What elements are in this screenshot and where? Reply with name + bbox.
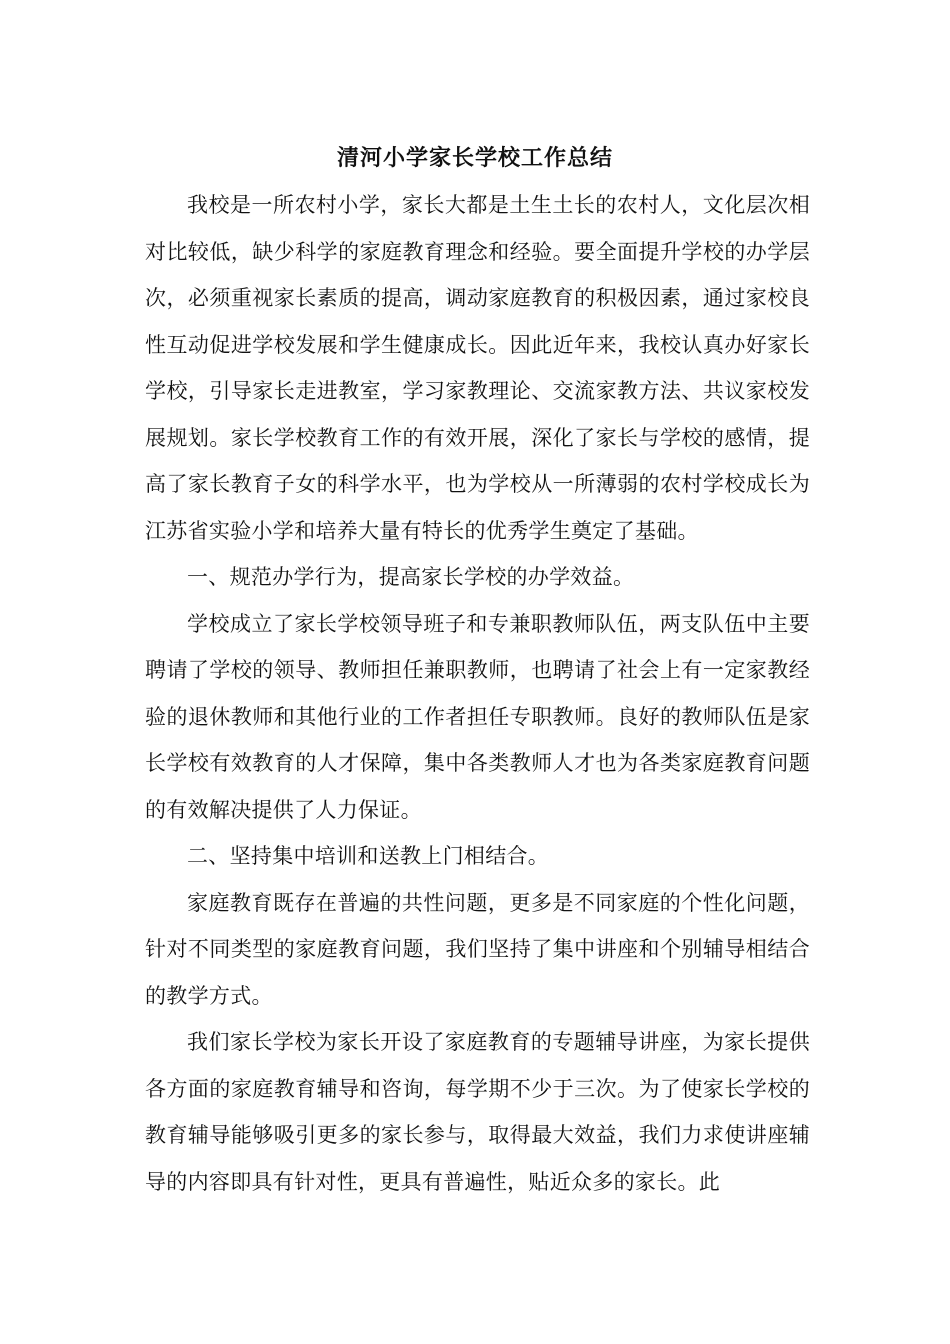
section-heading-1: 一、规范办学行为，提高家长学校的办学效益。 [187,565,635,589]
paragraph-section-2b: 我们家长学校为家长开设了家庭教育的专题辅导讲座，为家长提供各方面的家庭教育辅导和咨询，每学期不少于三次。为了使家长学校的教育辅导能够吸引更多的家长参与，取得最大效益，我们力求使讲座辅导的内容即具有针对性，更具有普遍性，贴近众多的家长。此 [145,1030,810,1194]
paragraph-section-1: 学校成立了家长学校领导班子和专兼职教师队伍，两支队伍中主要聘请了学校的领导、教师担任兼职教师，也聘请了社会上有一定家教经验的退休教师和其他行业的工作者担任专职教师。良好的教师队伍是家长学校有效教育的人才保障，集中各类教师人才也为各类家庭教育问题的有效解决提供了人力保证。 [145,611,810,822]
document-body [145,182,810,1205]
paragraph-section-2a: 家庭教育既存在普遍的共性问题，更多是不同家庭的个性化问题，针对不同类型的家庭教育问题，我们坚持了集中讲座和个别辅导相结合的教学方式。 [145,890,810,1008]
paragraph-intro: 我校是一所农村小学，家长大都是土生土长的农村人，文化层次相对比较低，缺少科学的家庭教育理念和经验。要全面提升学校的办学层次，必须重视家长素质的提高，调动家庭教育的积极因素，通过家校良性互动促进学校发展和学生健康成长。因此近年来，我校认真办好家长学校，引导家长走进教室，学习家教理论、交流家教方法、共议家校发展规划。家长学校教育工作的有效开展，深化了家长与学校的感情，提高了家长教育子女的科学水平，也为学校从一所薄弱的农村学校成长为江苏省实验小学和培养大量有特长的优秀学生奠定了基础。 [145,193,810,543]
section-heading-2: 二、坚持集中培训和送教上门相结合。 [187,844,550,868]
document-title: 清河小学家长学校工作总结 [336,145,613,171]
